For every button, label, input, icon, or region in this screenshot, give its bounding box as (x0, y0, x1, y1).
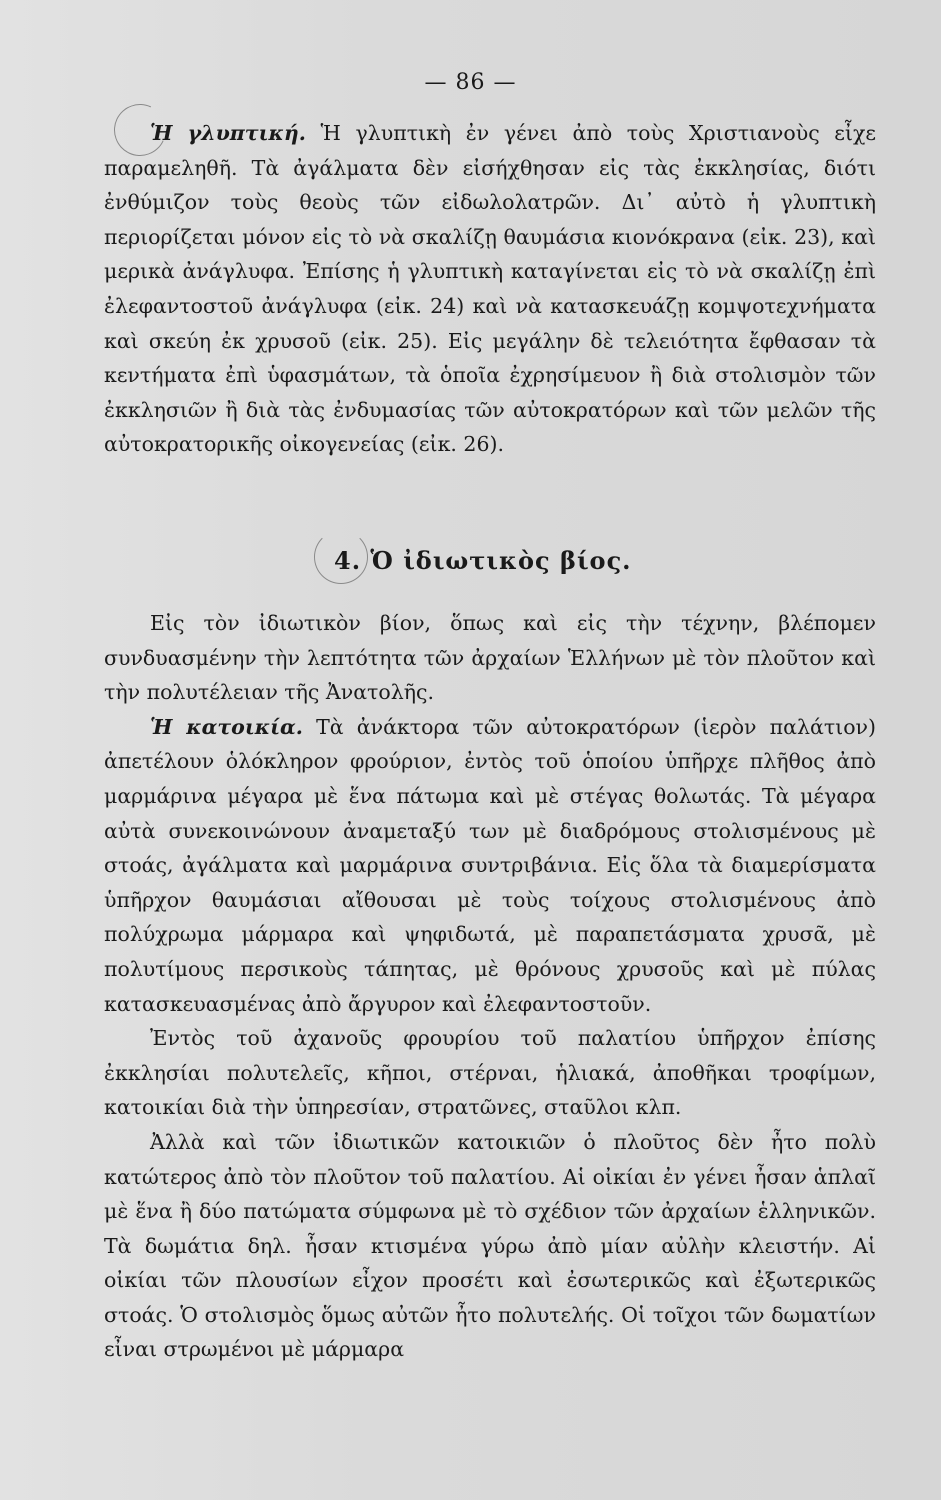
paragraph-sculpture (104, 116, 876, 462)
paragraph-dwelling (104, 710, 876, 1021)
paragraph-sculpture-text: Ἡ γλυπτικὴ ἐν γένει ἀπὸ τοὺς Χριστιανοὺς εἶχε παραμεληθῆ. Τὰ ἀγάλματα δὲν εἰσήχθησαν εἰς τὰς ἐκκλησίας, διότι ἐνθύμιζον τοὺς θεοὺς τῶν εἰδωλολατρῶν. Δι᾽ αὐτὸ ἡ γλυπτικὴ περιορίζεται μόνον εἰς τὸ νὰ σκαλίζῃ θαυμάσια κιονόκρανα (εἰκ. 23), καὶ μερικὰ ἀνάγλυφα. Ἐπίσης ἡ γλυπτικὴ καταγίνεται εἰς τὸ νὰ σκαλίζῃ ἐπὶ ἐλεφαντοστοῦ ἀνάγλυφα (εἰκ. 24) καὶ νὰ κατασκευάζῃ κομψοτεχνήματα καὶ σκεύη ἐκ χρυσοῦ (εἰκ. 25). Εἰς μεγάλην δὲ τελειότητα ἔφθασαν τὰ κεντήματα ἐπὶ ὑφασμάτων, τὰ ὁποῖα ἐχρησίμευον ἢ διὰ στολισμὸν τῶν ἐκκλησιῶν ἢ διὰ τὰς ἐνδυμασίας τῶν αὐτοκρατόρων καὶ τῶν μελῶν τῆς αὐτοκρατορικῆς οἰκογενείας (εἰκ. 26). (104, 121, 876, 457)
page-number: — 86 — (424, 70, 517, 95)
sculpture-section (104, 116, 876, 462)
paragraph-private-houses: Ἀλλὰ καὶ τῶν ἰδιωτικῶν κατοικιῶν ὁ πλοῦτος δὲν ἦτο πολὺ κατώτερος ἀπὸ τὸν πλοῦτον τοῦ παλατίου. Αἱ οἰκίαι ἐν γένει ἦσαν ἁπλαῖ μὲ ἕνα ἢ δύο πατώματα σύμφωνα μὲ τὸ σχέδιον τῶν ἀρχαίων ἑλληνικῶν. Τὰ δωμάτια δηλ. ἦσαν κτισμένα γύρω ἀπὸ μίαν αὐλὴν κλειστήν. Αἱ οἰκίαι τῶν πλουσίων εἶχον προσέτι καὶ ἐσωτερικῶς καὶ ἐξωτερικῶς στοάς. Ὁ στολισμὸς ὅμως αὐτῶν ἦτο πολυτελής. Οἱ τοῖχοι τῶν δωματίων εἶναι στρωμένοι μὲ μάρμαρα (104, 1129, 876, 1362)
paragraph-dwelling-text: Τὰ ἀνάκτορα τῶν αὐτοκρατόρων (ἱερὸν παλάτιον) ἀπετέλουν ὁλόκληρον φρούριον, ἐντὸς τοῦ ὁποίου ὑπῆρχε πλῆθος ἀπὸ μαρμάρινα μέγαρα μὲ ἕνα πάτωμα καὶ μὲ στέγας θολωτάς. Τὰ μέγαρα αὐτὰ συνεκοινώνουν ἀναμεταξύ των μὲ διαδρόμους στολισμένους μὲ στοάς, ἀγάλματα καὶ μαρμάρινα συντριβάνια. Εἰς ὅλα τὰ διαμερίσματα ὑπῆρχον θαυμάσιαι αἴθουσαι μὲ τοὺς τοίχους στολισμένους ἀπὸ πολύχρωμα μάρμαρα καὶ ψηφιδωτά, μὲ παραπετάσματα χρυσᾶ, μὲ πολυτίμους περσικοὺς τάπητας, μὲ θρόνους χρυσοῦς καὶ μὲ πύλας κατασκευασμένας ἀπὸ ἄργυρον καὶ ἐλεφαντοστοῦν. (104, 714, 876, 1016)
paragraph-private-life: Εἰς τὸν ἰδιωτικὸν βίον, ὅπως καὶ εἰς τὴν τέχνην, βλέπομεν συνδυασμένην τὴν λεπτότητα τῶν ἀρχαίων Ἑλλήνων μὲ τὸν πλοῦτον καὶ τὴν πολυτέλειαν τῆς Ἀνατολῆς. (104, 611, 876, 705)
run-in-heading-dwelling: Ἡ κατοικία. (150, 714, 303, 739)
paragraph-palace-fortress: Ἐντὸς τοῦ ἀχανοῦς φρουρίου τοῦ παλατίου ὑπῆρχον ἐπίσης ἐκκλησίαι πολυτελεῖς, κῆποι, στέρναι, ἡλιακά, ἀποθῆκαι τροφίμων, κατοικίαι διὰ τὴν ὑπηρεσίαν, στρατῶνες, σταῦλοι κλπ. (104, 1026, 876, 1120)
section-heading-private-life: 4. Ὁ ἰδιωτικὸς βίος. (334, 546, 632, 575)
private-life-section (104, 606, 876, 1367)
run-in-heading-sculpture: Ἡ γλυπτική. (150, 121, 306, 145)
